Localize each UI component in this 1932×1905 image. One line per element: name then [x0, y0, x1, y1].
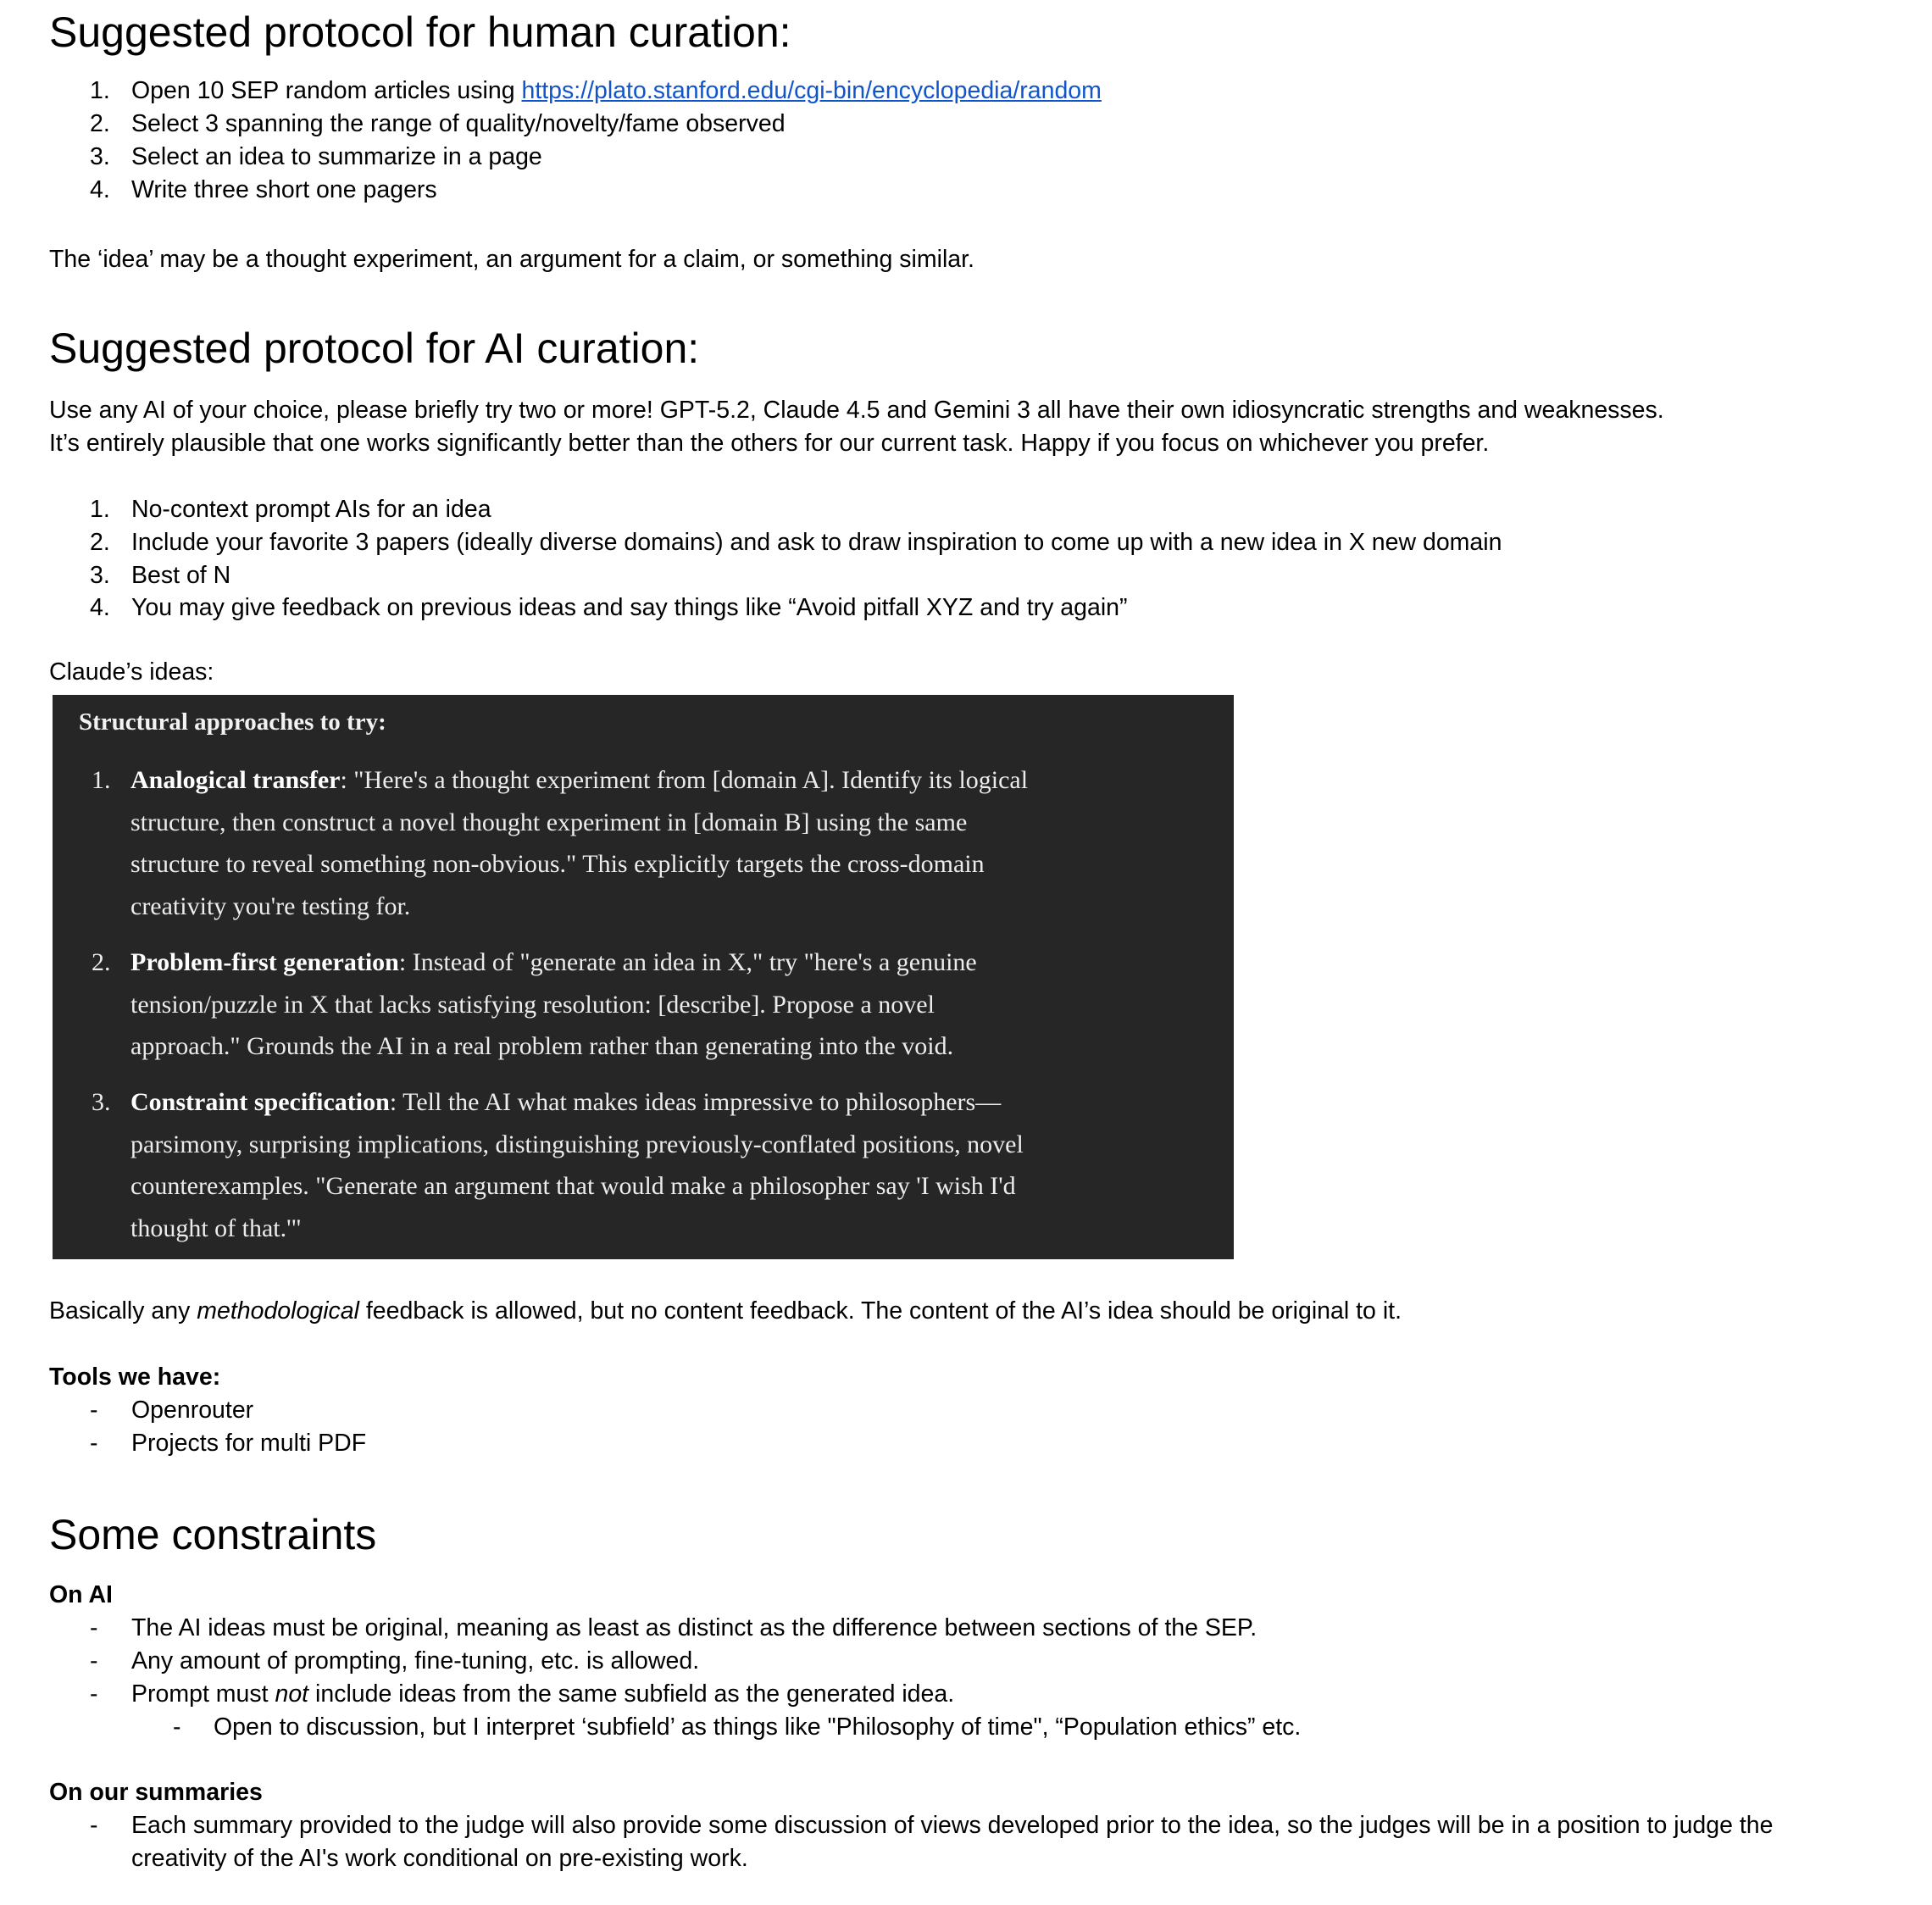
list-text: Write three short one pagers: [131, 176, 437, 203]
box-title: Structural approaches to try:: [79, 708, 386, 736]
box-item-text: Problem-first generation: Instead of "generate an idea in X," try "here's a genuine tension/puzzle in X that lacks satisfying resolution: [describe]. Propose a novel approach." Grounds the AI in a real problem rather than generating into the void.: [130, 948, 977, 1060]
box-item-text: Analogical transfer: "Here's a thought experiment from [domain A]. Identify its logical structure, then construct a novel thought experiment in [domain B] using the same structure to reveal something non-obvious." This explicitly targets the cross-domain creativity you're testing for.: [130, 766, 1029, 920]
list-text: Open 10 SEP random articles using https://plato.stanford.edu/cgi-bin/encyclopedia/random: [131, 77, 1102, 104]
list-text: Select 3 spanning the range of quality/novelty/fame observed: [131, 110, 786, 137]
list-text: You may give feedback on previous ideas and say things like “Avoid pitfall XYZ and try again”: [131, 594, 1128, 621]
list-number: 4.: [90, 594, 110, 621]
list-text: Include your favorite 3 papers (ideally diverse domains) and ask to draw inspiration to come up with a new idea in X new domain: [131, 529, 1502, 556]
claude-ideas-screenshot: [53, 695, 1234, 1259]
heading-some-constraints: Some constraints: [49, 1511, 377, 1558]
list-text: No-context prompt AIs for an idea: [131, 496, 491, 523]
list-text: Select an idea to summarize in a page: [131, 143, 542, 170]
box-item-term: Constraint specification: [130, 1088, 390, 1116]
constraint-text: Prompt must not include ideas from the same subfield as the generated idea.: [131, 1680, 955, 1708]
on-summaries-label: On our summaries: [49, 1779, 263, 1806]
list-number: 1.: [90, 77, 110, 104]
box-item-number: 2.: [92, 948, 111, 976]
feedback-note: Basically any methodological feedback is allowed, but no content feedback. The content of the AI’s idea should be original to it.: [49, 1297, 1402, 1325]
claude-ideas-label: Claude’s ideas:: [49, 658, 214, 686]
list-number: 2.: [90, 529, 110, 556]
bullet-dash: -: [173, 1713, 181, 1741]
list-text: Best of N: [131, 562, 231, 589]
bullet-dash: -: [90, 1812, 98, 1839]
tools-label: Tools we have:: [49, 1363, 221, 1391]
list-number: 3.: [90, 562, 110, 589]
ai-intro-line-2: It’s entirely plausible that one works significantly better than the others for our current task. Happy if you focus on whichever you prefer.: [49, 430, 1490, 457]
on-ai-label: On AI: [49, 1581, 113, 1608]
tool-text: Openrouter: [131, 1397, 254, 1424]
bullet-dash: -: [90, 1647, 98, 1675]
box-item-number: 3.: [92, 1088, 111, 1116]
tool-text: Projects for multi PDF: [131, 1430, 367, 1457]
list-number: 1.: [90, 496, 110, 523]
list-number: 2.: [90, 110, 110, 137]
bullet-dash: -: [90, 1614, 98, 1641]
box-item-number: 1.: [92, 766, 111, 794]
box-item-term: Problem-first generation: [130, 948, 399, 976]
bullet-dash: -: [90, 1680, 98, 1708]
list-number: 3.: [90, 143, 110, 170]
list-number: 4.: [90, 176, 110, 203]
idea-note: The ‘idea’ may be a thought experiment, an argument for a claim, or something similar.: [49, 246, 974, 273]
constraint-text: The AI ideas must be original, meaning as least as distinct as the difference between sections of the SEP.: [131, 1614, 1257, 1641]
sep-random-link[interactable]: https://plato.stanford.edu/cgi-bin/encyclopedia/random: [521, 77, 1102, 104]
emphasis-not: not: [275, 1680, 309, 1708]
constraint-subtext: Open to discussion, but I interpret ‘subfield’ as things like "Philosophy of time", “Population ethics” etc.: [214, 1713, 1302, 1741]
bullet-dash: -: [90, 1397, 98, 1424]
summaries-text-line-1: Each summary provided to the judge will also provide some discussion of views developed prior to the idea, so the judges will be in a position to judge the: [131, 1812, 1774, 1839]
heading-human-curation: Suggested protocol for human curation:: [49, 8, 791, 56]
ai-intro-line-1: Use any AI of your choice, please briefly try two or more! GPT-5.2, Claude 4.5 and Gemini 3 all have their own idiosyncratic strengths and weaknesses.: [49, 397, 1664, 424]
box-item-term: Analogical transfer: [130, 766, 341, 794]
summaries-text-line-2: creativity of the AI's work conditional on pre-existing work.: [131, 1845, 748, 1872]
box-item-text: Constraint specification: Tell the AI what makes ideas impressive to philosophers— parsimony, surprising implications, distinguishing previously-conflated positions, novel counterexamples. "Generate an argument that would make a philosopher say 'I wish I'd thought of that.'": [130, 1088, 1024, 1242]
emphasis-methodological: methodological: [197, 1297, 359, 1325]
heading-ai-curation: Suggested protocol for AI curation:: [49, 325, 700, 372]
bullet-dash: -: [90, 1430, 98, 1457]
constraint-text: Any amount of prompting, fine-tuning, etc. is allowed.: [131, 1647, 700, 1675]
